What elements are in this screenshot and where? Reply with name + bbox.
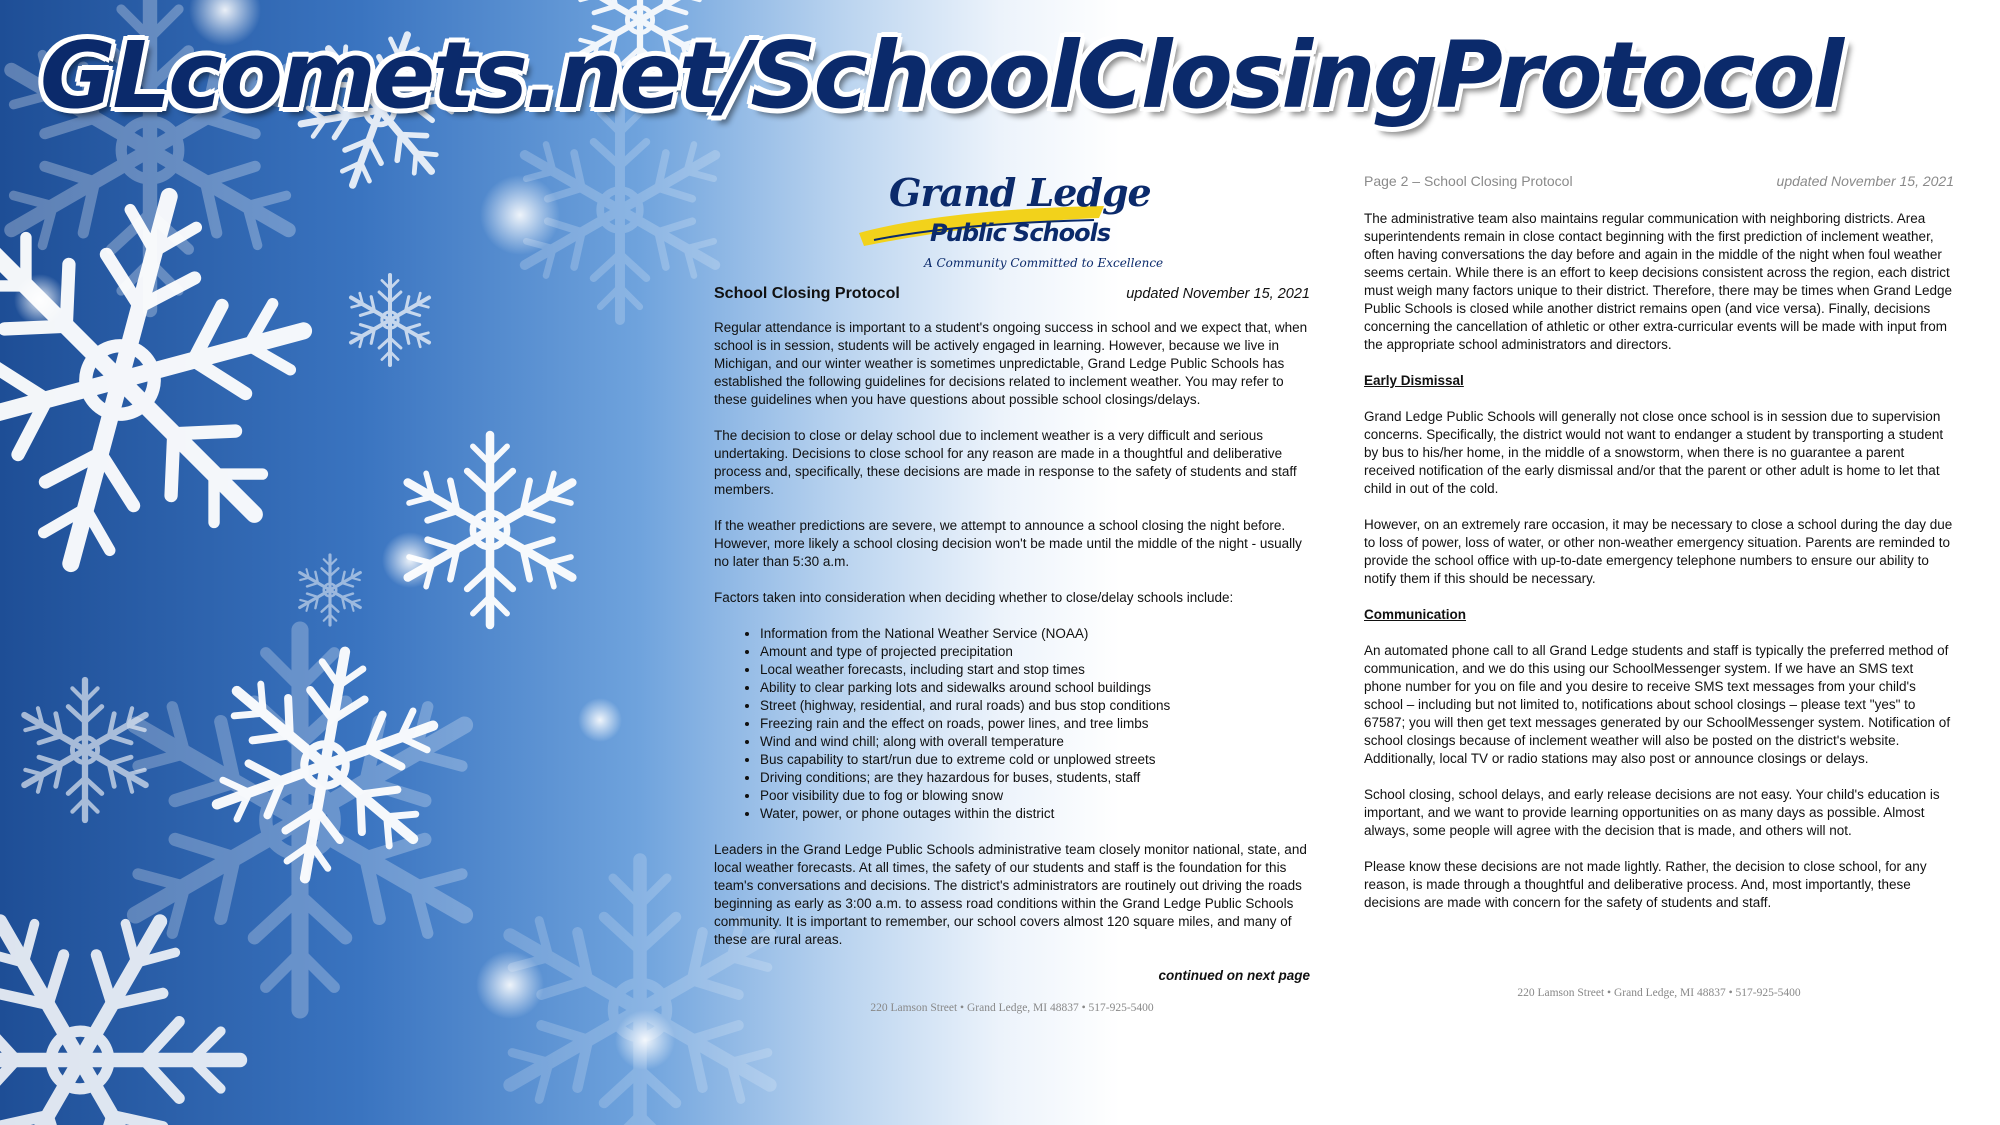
updated-date: updated November 15, 2021 (1776, 173, 1954, 189)
section-heading-early-dismissal: Early Dismissal (1364, 373, 1464, 388)
updated-date: updated November 15, 2021 (1126, 286, 1310, 302)
logo-line-1: Grand Ledge (889, 170, 1151, 215)
list-item: • Amount and type of projected precipitation (760, 643, 1310, 661)
list-item: • Freezing rain and the effect on roads, power lines, and tree limbs (760, 715, 1310, 733)
list-item: • Bus capability to start/run due to extreme cold or unplowed streets (760, 751, 1310, 769)
list-item: • Street (highway, residential, and rural roads) and bus stop conditions (760, 697, 1310, 715)
document-page-2 (1364, 172, 1954, 1002)
list-item: • Ability to clear parking lots and sidewalks around school buildings (760, 679, 1310, 697)
website-banner: GLcomets.net/SchoolClosingProtocol (40, 22, 1842, 129)
list-item: • Wind and wind chill; along with overall temperature (760, 733, 1310, 751)
list-item: • Driving conditions; are they hazardous for buses, students, staff (760, 769, 1310, 787)
factors-list (714, 625, 1310, 823)
paragraph: Grand Ledge Public Schools will generally not close once school is in session due to supervision concerns. Specifically, the district would not want to endanger a student by transporting a student by bus to his/her home, in the middle of a snowstorm, when there is no guarantee a parent received notification of the early dismissal and/or that the parent or other adult is home to let that child in out of the cold. (1364, 409, 1944, 496)
document-title: School Closing Protocol (714, 285, 900, 302)
logo-line-2: Public Schools (930, 219, 1111, 247)
paragraph: School closing, school delays, and early release decisions are not easy. Your child's education is important, and we want to provide learning opportunities on as many days as possible. Almost always, some people will agree with the decision that is made, and others will not. (1364, 787, 1940, 838)
page-footer: 220 Lamson Street • Grand Ledge, MI 48837 • 517-925-5400 (870, 1002, 1154, 1014)
continued-note: continued on next page (1158, 968, 1310, 983)
paragraph: An automated phone call to all Grand Ledge students and staff is typically the preferred method of communication, and we do this using our SchoolMessenger system. If we have an SMS text phone number for you on file and you desire to receive SMS text messages from your child's school – including but not limited to, notifications about school closings – please text "yes" to 67587; you will then get text messages generated by our SchoolMessenger system. Notification of school closings because of inclement weather will also be posted on the district's website. Additionally, local TV or radio stations may also post or announce closings or delays. (1364, 643, 1951, 766)
page-footer: 220 Lamson Street • Grand Ledge, MI 48837 • 517-925-5400 (1517, 987, 1801, 999)
paragraph: The administrative team also maintains regular communication with neighboring districts. Area superintendents remain in close contact beginning with the first prediction of inclement weather, often having conversations the day before and again in the middle of the night when foul weather seems certain. While there is an effort to keep decisions consistent across the region, each district must weigh many factors unique to their district. Therefore, there may be times when Grand Ledge Public Schools is closed while another district remains open (and vice versa). Finally, decisions concerning the cancellation of athletic or other extra-curricular events will be made with input from the appropriate school administrators and directors. (1364, 211, 1953, 352)
list-item: • Water, power, or phone outages within the district (760, 805, 1310, 823)
paragraph: The decision to close or delay school due to inclement weather is a very difficult and serious undertaking. Decisions to close school for any reason are made in a thoughtful and deliberative process and, specifically, these decisions are made in response to the safety of students and staff members. (714, 428, 1297, 497)
paragraph: Factors taken into consideration when deciding whether to close/delay schools include: (714, 590, 1234, 605)
paragraph: If the weather predictions are severe, we attempt to announce a school closing the night before. However, more likely a school closing decision won't be made until the middle of the night - usually no later than 5:30 a.m. (714, 518, 1302, 569)
paragraph: Regular attendance is important to a student's ongoing success in school and we expect that, when school is in session, students will be actively engaged in learning. However, because we live in Michigan, and our winter weather is sometimes unpredictable, Grand Ledge Public Schools has established the following guidelines for decisions related to inclement weather. You may refer to these guidelines when you have questions about possible school closings/delays. (714, 320, 1308, 407)
paragraph: However, on an extremely rare occasion, it may be necessary to close a school during the day due to loss of power, loss of water, or other non-weather emergency situation. Parents are reminded to provide the school office with up-to-date emergency telephone numbers to ensure our ability to notify them if this should be necessary. (1364, 517, 1953, 586)
paragraph: Please know these decisions are not made lightly. Rather, the decision to close school, for any reason, is made through a thoughtful and deliberative process. And, most importantly, these decisions are made with concern for the safety of students and staff. (1364, 859, 1927, 910)
logo-tagline: A Community Committed to Excellence (924, 256, 1164, 270)
paragraph: Leaders in the Grand Ledge Public Schools administrative team closely monitor national, state, and local weather forecasts. At all times, the safety of our students and staff is the foundation for this team's conversations and decisions. The district's administrators are routinely out driving the roads beginning as early as 3:00 a.m. to assess road conditions within the Grand Ledge Public Schools community. It is important to remember, our school covers almost 120 square miles, and many of these are rural areas. (714, 842, 1307, 947)
list-item: • Local weather forecasts, including start and stop times (760, 661, 1310, 679)
section-heading-communication: Communication (1364, 607, 1467, 622)
page-header: Page 2 – School Closing Protocol (1364, 173, 1573, 189)
document-page-1 (714, 170, 1310, 1017)
list-item: • Information from the National Weather Service (NOAA) (760, 625, 1310, 643)
district-logo (714, 170, 1314, 273)
list-item: • Poor visibility due to fog or blowing snow (760, 787, 1310, 805)
